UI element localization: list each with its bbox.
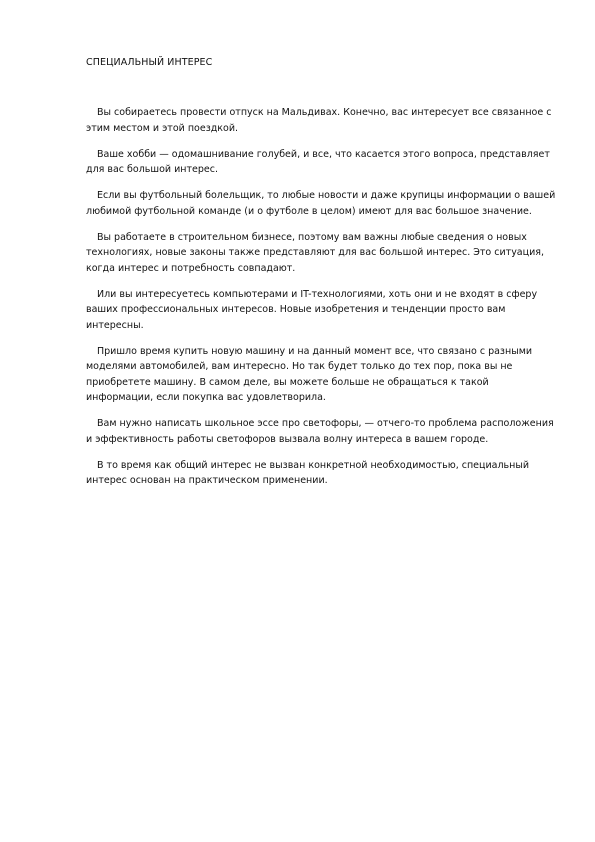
paragraph: В то время как общий интерес не вызван конкретной необходимостью, специальный интерес основан на практическом применении. xyxy=(86,459,530,486)
paragraph: Или вы интересуетесь компьютерами и IT-технологиями, хоть они и не входят в сферу ваших профессиональных интересов. Новые изобретения и тенденции просто вам интересны. xyxy=(86,288,538,331)
paragraph: Вам нужно написать школьное эссе про светофоры, — отчего-то проблема расположения и эффективность работы светофоров вызвала волну интереса в вашем городе. xyxy=(86,418,554,445)
paragraph: Вы собираетесь провести отпуск на Мальдивах. Конечно, вас интересует все связанное с этим местом и этой поездкой. xyxy=(86,107,552,134)
page-title: СПЕЦИАЛЬНЫЙ ИНТЕРЕС xyxy=(86,57,213,68)
paragraph: Вы работаете в строительном бизнесе, поэтому вам важны любые сведения о новых технологиях, новые законы также представляют для вас большой интерес. Это ситуация, когда интерес и потребность совпадают. xyxy=(86,231,545,274)
document-body xyxy=(86,105,556,499)
paragraph: Если вы футбольный болельщик, то любые новости и даже крупицы информации о вашей любимой футбольной команде (и о футболе в целом) имеют для вас большое значение. xyxy=(86,190,556,217)
paragraph: Пришло время купить новую машину и на данный момент все, что связано с разными моделями автомобилей, вам интересно. Но так будет только до тех пор, пока вы не приобретете машину. В самом деле, вы можете больше не обращаться к такой информации, если покупка вас удовлетворила. xyxy=(86,345,533,403)
paragraph: Ваше хобби — одомашнивание голубей, и все, что касается этого вопроса, представляет для вас большой интерес. xyxy=(86,148,550,175)
